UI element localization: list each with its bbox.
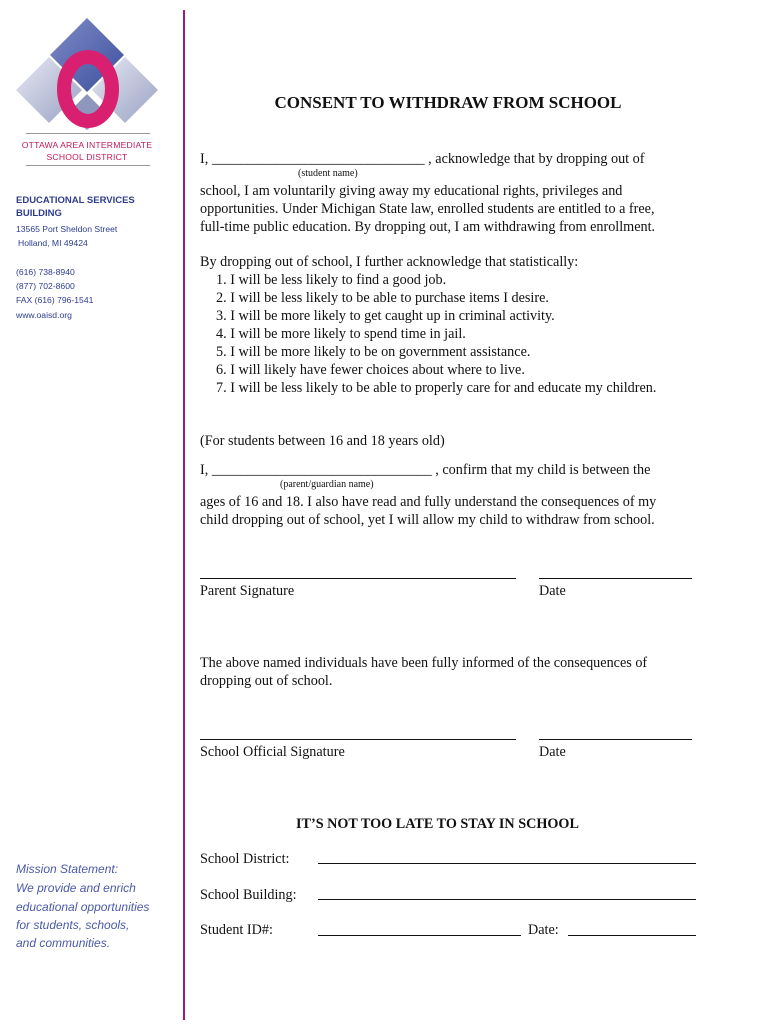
informed-paragraph-line: dropping out of school.: [200, 673, 333, 689]
org-rule-bottom: [26, 165, 150, 166]
phone-2: (877) 702-8600: [16, 281, 75, 291]
stats-item: 2. I will be less likely to be able to purchase items I desire.: [216, 290, 549, 306]
official-signature-line[interactable]: [200, 739, 516, 740]
mission-line: for students, schools,: [16, 918, 130, 932]
phone-1: (616) 738-8940: [16, 267, 75, 277]
mission-line: and communities.: [16, 936, 111, 950]
rights-paragraph-line: full-time public education. By dropping out, I am withdrawing from enrollment.: [200, 219, 656, 235]
official-date-label: Date: [539, 744, 566, 760]
parent-date-label: Date: [539, 583, 566, 599]
parent-date-line[interactable]: [539, 578, 692, 579]
rights-paragraph-line: opportunities. Under Michigan State law, enrolled students are entitled to a free,: [200, 201, 655, 217]
parent-signature-label: Parent Signature: [200, 583, 295, 599]
parent-paragraph-line: ages of 16 and 18. I also have read and fully understand the consequences of my: [200, 494, 657, 510]
official-signature-label: School Official Signature: [200, 744, 345, 760]
school-district-field[interactable]: [318, 863, 696, 864]
stats-item: 3. I will be more likely to get caught up in criminal activity.: [216, 308, 555, 324]
stats-item: 1. I will be less likely to find a good job.: [216, 272, 447, 288]
student-name-line: I, ______________________________ , acknowledge that by dropping out of: [200, 151, 645, 167]
date-field[interactable]: [568, 935, 696, 936]
org-name-line1: OTTAWA AREA INTERMEDIATE: [21, 140, 153, 150]
school-building-label: School Building:: [200, 887, 297, 903]
building-name-line2: BUILDING: [16, 208, 62, 219]
stats-item: 5. I will be more likely to be on government assistance.: [216, 344, 531, 360]
school-district-label: School District:: [200, 851, 290, 867]
parent-signature-line[interactable]: [200, 578, 516, 579]
sidebar-divider: [183, 10, 185, 1020]
student-name-caption: (student name): [298, 168, 358, 179]
rights-paragraph-line: school, I am voluntarily giving away my educational rights, privileges and: [200, 183, 623, 199]
building-name-line1: EDUCATIONAL SERVICES: [16, 195, 135, 206]
stats-item: 4. I will be more likely to spend time in jail.: [216, 326, 466, 342]
stats-item: 7. I will be less likely to be able to properly care for and educate my children.: [216, 380, 657, 396]
student-id-label: Student ID#:: [200, 922, 273, 938]
stats-item: 6. I will likely have fewer choices about where to live.: [216, 362, 525, 378]
school-building-field[interactable]: [318, 899, 696, 900]
parent-name-line: I, _______________________________ , confirm that my child is between the: [200, 462, 651, 478]
age-note: (For students between 16 and 18 years old): [200, 433, 445, 449]
parent-paragraph-line: child dropping out of school, yet I will allow my child to withdraw from school.: [200, 512, 655, 528]
fax-number: FAX (616) 796-1541: [16, 295, 94, 305]
address-street: 13565 Port Sheldon Street: [16, 224, 118, 234]
mission-line: We provide and enrich: [16, 881, 136, 895]
mission-heading: Mission Statement:: [16, 862, 119, 876]
oaisd-logo: [12, 14, 162, 130]
document-title: CONSENT TO WITHDRAW FROM SCHOOL: [274, 93, 622, 112]
student-id-field[interactable]: [318, 935, 521, 936]
closing-heading: IT’S NOT TOO LATE TO STAY IN SCHOOL: [296, 816, 579, 832]
stats-intro: By dropping out of school, I further acknowledge that statistically:: [200, 254, 579, 270]
official-date-line[interactable]: [539, 739, 692, 740]
org-rule-top: [26, 133, 150, 134]
informed-paragraph-line: The above named individuals have been fully informed of the consequences of: [200, 655, 648, 671]
parent-name-caption: (parent/guardian name): [280, 479, 374, 490]
date-field-label: Date:: [528, 922, 559, 938]
website-link[interactable]: www.oaisd.org: [16, 310, 72, 320]
mission-line: educational opportunities: [16, 900, 150, 914]
address-city: Holland, MI 49424: [18, 238, 88, 248]
org-name-line2: SCHOOL DISTRICT: [46, 152, 128, 162]
